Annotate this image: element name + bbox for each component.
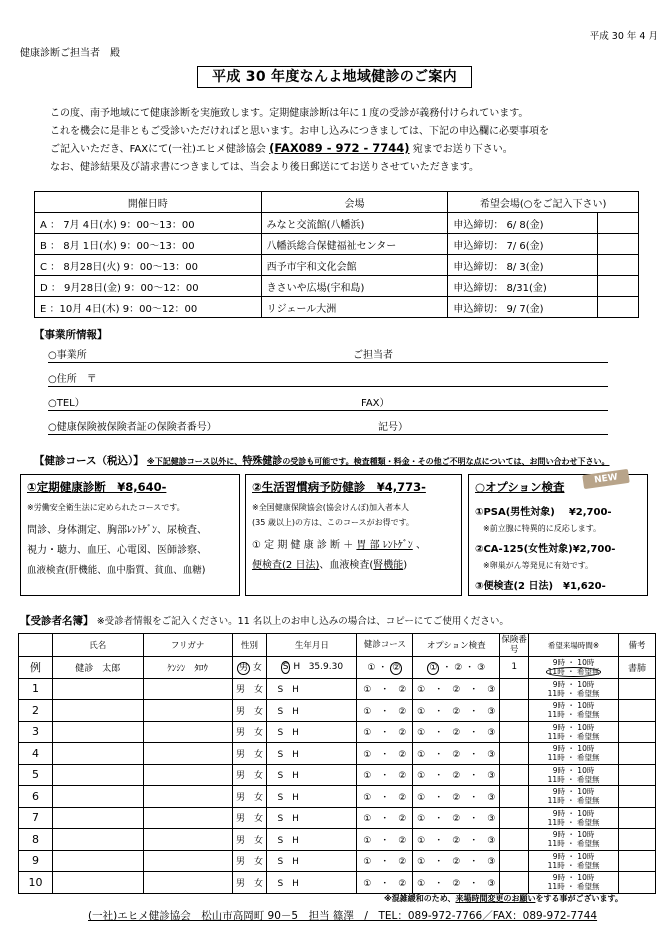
applicant-insurance-input[interactable] bbox=[500, 743, 529, 765]
applicant-kana-input[interactable] bbox=[143, 721, 232, 743]
applicant-options[interactable]: ① ・ ② ・ ③ bbox=[413, 850, 500, 872]
office-heading: 【事業所情報】 bbox=[34, 329, 108, 341]
applicant-kana-input[interactable] bbox=[143, 678, 232, 700]
col-time: 希望来場時間※ bbox=[529, 634, 619, 657]
applicants-table bbox=[18, 633, 656, 894]
applicant-name-input[interactable] bbox=[52, 700, 143, 722]
applicant-name-input[interactable] bbox=[52, 829, 143, 851]
office-symbol-label: 記号） bbox=[378, 422, 408, 433]
venue-row-b bbox=[35, 234, 639, 255]
stomach-xray: 胃 部 ﾚﾝﾄｹﾞﾝ bbox=[356, 540, 413, 551]
office-establishment-label: ○事業所 bbox=[48, 350, 87, 361]
applicant-birthdate[interactable]: S H bbox=[267, 829, 357, 851]
option-sep: ・ bbox=[442, 662, 452, 673]
applicant-birthdate[interactable]: S H bbox=[267, 850, 357, 872]
applicant-kana-input[interactable] bbox=[143, 850, 232, 872]
applicant-gender[interactable]: 男 女 bbox=[232, 678, 267, 700]
venue-header-place: 会場 bbox=[261, 192, 448, 213]
addressee: 健康診断ご担当者 殿 bbox=[20, 48, 120, 59]
time-top: 9時 ・ 10時 bbox=[552, 679, 595, 689]
applicant-course[interactable]: ① ・ ② bbox=[357, 743, 413, 765]
applicant-name-input[interactable] bbox=[52, 721, 143, 743]
time-bottom: 11時 ・ 希望無 bbox=[547, 710, 600, 720]
applicant-insurance-input[interactable] bbox=[500, 872, 529, 894]
applicant-course[interactable]: ① ・ ② bbox=[357, 700, 413, 722]
example-remarks: 書肺 bbox=[618, 657, 655, 679]
venue-row-a bbox=[35, 213, 639, 234]
applicant-remarks-input[interactable] bbox=[618, 721, 655, 743]
row-number: 10 bbox=[19, 872, 53, 894]
applicant-time[interactable] bbox=[529, 678, 619, 700]
time-top: 9時 ・ 10時 bbox=[552, 722, 595, 732]
venue-choice-box[interactable] bbox=[598, 234, 639, 255]
venue-place: みなと交流館(八幡浜) bbox=[261, 213, 448, 234]
applicant-remarks-input[interactable] bbox=[618, 872, 655, 894]
row-label: 例 bbox=[19, 657, 53, 679]
course-heading-row bbox=[34, 452, 610, 468]
course-lifestyle-title: ②生活習慣病予防健診 ¥4,773- bbox=[252, 480, 426, 494]
applicant-options[interactable]: ① ・ ② ・ ③ bbox=[413, 764, 500, 786]
course-2-circled: ② bbox=[392, 662, 401, 673]
applicant-kana-input[interactable] bbox=[143, 764, 232, 786]
course-lifestyle-line-1 bbox=[252, 536, 461, 556]
venue-row-e bbox=[35, 297, 639, 318]
kidney-function: 腎機能 bbox=[373, 560, 404, 571]
time-top: 9時 ・ 10時 bbox=[552, 808, 595, 818]
office-tel-label: ○TEL） bbox=[48, 398, 85, 409]
col-gender: 性別 bbox=[232, 634, 267, 657]
time-top: 9時 ・ 10時 bbox=[552, 787, 595, 797]
course-1: ① bbox=[367, 662, 376, 673]
course-lifestyle-line-2-end: ) bbox=[403, 560, 408, 571]
venue-place: 西予市宇和文化会館 bbox=[261, 255, 448, 276]
course-regular-title: ①定期健康診断 ¥8,640- bbox=[27, 480, 167, 494]
row-number: 1 bbox=[19, 678, 53, 700]
stool-test: 便検査(2 日法) bbox=[252, 560, 320, 571]
time-top: 9時 ・ 10時 bbox=[552, 744, 595, 754]
venue-header-date: 開催日時 bbox=[35, 192, 262, 213]
applicant-remarks-input[interactable] bbox=[618, 764, 655, 786]
applicant-birthdate[interactable]: S H bbox=[267, 678, 357, 700]
time-bottom: 11時 ・ 希望無 bbox=[547, 796, 600, 806]
time-bottom: 11時 ・ 希望無 bbox=[547, 860, 600, 870]
applicant-time[interactable] bbox=[529, 743, 619, 765]
time-top: 9時 ・ 10時 bbox=[552, 765, 595, 775]
course-heading: 【健診コース（税込）】 bbox=[34, 455, 144, 467]
course-regular-box bbox=[20, 474, 240, 596]
applicant-gender[interactable]: 男 女 bbox=[232, 850, 267, 872]
option-psa: ①PSA(男性対象) bbox=[475, 507, 555, 518]
venue-date: C ： 8月28日(火) 9：00～13：00 bbox=[35, 255, 262, 276]
example-course bbox=[357, 657, 413, 679]
applicant-time[interactable] bbox=[529, 850, 619, 872]
intro-text bbox=[50, 105, 660, 176]
applicant-gender[interactable]: 男 女 bbox=[232, 764, 267, 786]
applicant-options[interactable]: ① ・ ② ・ ③ bbox=[413, 743, 500, 765]
applicant-insurance-input[interactable] bbox=[500, 764, 529, 786]
time-top: 9時 ・ 10時 bbox=[552, 701, 595, 711]
row-number: 6 bbox=[19, 786, 53, 808]
gender-male-circled: 男 bbox=[239, 662, 249, 673]
applicant-gender[interactable]: 男 女 bbox=[232, 786, 267, 808]
applicants-heading-row bbox=[20, 613, 509, 628]
course-lifestyle-line-1-pre: ① 定 期 健 康 診 断 ＋ bbox=[252, 540, 357, 551]
col-birthdate: 生年月日 bbox=[267, 634, 357, 657]
course-regular-note: ※労働安全衛生法に定められたコースです。 bbox=[27, 503, 185, 512]
course-options-title: ○オプション検査 bbox=[475, 480, 565, 494]
option-psa-note: ※前立腺に特異的に反応します。 bbox=[483, 524, 602, 533]
bottom-note-pre: ※混雑緩和のため、 bbox=[384, 894, 456, 903]
applicant-gender[interactable]: 男 女 bbox=[232, 700, 267, 722]
applicant-course[interactable]: ① ・ ② bbox=[357, 786, 413, 808]
intro-line-3-post: 宛までお送り下さい。 bbox=[412, 144, 513, 155]
applicant-remarks-input[interactable] bbox=[618, 850, 655, 872]
footer-contact: (一社)エヒメ健診協会 松山市高岡町 90－5 担当 篠澤 / TEL：089-972-7766／FAX：089-972-7744 bbox=[88, 910, 598, 922]
course-regular-line-3: 血液検査(肝機能、血中脂質、貧血、血糖) bbox=[27, 565, 206, 576]
example-time bbox=[529, 657, 619, 679]
applicant-gender[interactable]: 男 女 bbox=[232, 721, 267, 743]
new-badge: NEW bbox=[582, 469, 630, 489]
applicant-remarks-input[interactable] bbox=[618, 678, 655, 700]
applicant-remarks-input[interactable] bbox=[618, 807, 655, 829]
intro-line-2: これを機会に是非ともご受診いただければと思います。お申し込みにつきましては、下記の申込欄に必要事項を bbox=[50, 125, 549, 137]
applicant-course[interactable]: ① ・ ② bbox=[357, 807, 413, 829]
course-sep: ・ bbox=[378, 662, 388, 673]
document-title: 平成 30 年度なんよ地域健診のご案内 bbox=[197, 66, 472, 88]
option-stool: ③便検査(2 日法) ¥1,620- bbox=[475, 581, 606, 592]
applicant-course[interactable]: ① ・ ② bbox=[357, 764, 413, 786]
course-regular-line-2: 視力・聴力、血圧、心電図、医師診察、 bbox=[27, 545, 207, 556]
applicant-name-input[interactable] bbox=[52, 678, 143, 700]
applicant-course[interactable]: ① ・ ② bbox=[357, 829, 413, 851]
applicant-birthdate[interactable]: S H bbox=[267, 786, 357, 808]
applicant-insurance-input[interactable] bbox=[500, 807, 529, 829]
applicant-time[interactable] bbox=[529, 807, 619, 829]
applicants-heading-note: ※受診者情報をご記入ください。11 名以上のお申し込みの場合は、コピーにてご使用ください。 bbox=[96, 616, 509, 627]
table-row bbox=[19, 850, 656, 872]
venue-choice-box[interactable] bbox=[598, 213, 639, 234]
applicant-options[interactable]: ① ・ ② ・ ③ bbox=[413, 807, 500, 829]
example-gender bbox=[232, 657, 267, 679]
applicant-remarks-input[interactable] bbox=[618, 700, 655, 722]
time-top: 9時 ・ 10時 bbox=[552, 830, 595, 840]
applicant-insurance-input[interactable] bbox=[500, 829, 529, 851]
row-number: 4 bbox=[19, 743, 53, 765]
course-options-box bbox=[468, 474, 648, 596]
row-number: 5 bbox=[19, 764, 53, 786]
example-kana: ｹﾝｼﾝ ﾀﾛｳ bbox=[143, 657, 232, 679]
table-row-example bbox=[19, 657, 656, 679]
applicant-gender[interactable]: 男 女 bbox=[232, 829, 267, 851]
applicant-birthdate[interactable]: S H bbox=[267, 807, 357, 829]
applicant-insurance-input[interactable] bbox=[500, 721, 529, 743]
option-3: ③ bbox=[477, 662, 486, 673]
applicant-gender[interactable]: 男 女 bbox=[232, 807, 267, 829]
applicant-remarks-input[interactable] bbox=[618, 786, 655, 808]
applicant-options[interactable]: ① ・ ② ・ ③ bbox=[413, 678, 500, 700]
option-ca125: ②CA-125(女性対象)¥2,700- bbox=[475, 544, 616, 555]
time-bottom: 11時 ・ 希望無 bbox=[547, 817, 600, 827]
birth-value: 35.9.30 bbox=[308, 661, 344, 672]
applicant-course[interactable]: ① ・ ② bbox=[357, 678, 413, 700]
venue-deadline: 申込締切： 8/ 3(金) bbox=[448, 255, 598, 276]
venue-choice-box[interactable] bbox=[598, 276, 639, 297]
applicant-insurance-input[interactable] bbox=[500, 700, 529, 722]
applicant-options[interactable]: ① ・ ② ・ ③ bbox=[413, 829, 500, 851]
applicant-name-input[interactable] bbox=[52, 786, 143, 808]
era-s-circled: S bbox=[282, 661, 289, 672]
document-date: 平成 30 年 4 月 bbox=[589, 31, 658, 42]
example-insurance: 1 bbox=[500, 657, 529, 679]
applicant-name-input[interactable] bbox=[52, 850, 143, 872]
course-lifestyle-line-2 bbox=[252, 556, 461, 576]
venue-deadline: 申込締切： 9/ 7(金) bbox=[448, 297, 598, 318]
course-regular-line-1: 問診、身体測定、胸部ﾚﾝﾄｹﾞﾝ、尿検査、 bbox=[27, 525, 207, 536]
office-contact-label: ご担当者 bbox=[353, 350, 393, 361]
time-top: 9時 ・ 10時 bbox=[552, 851, 595, 861]
intro-line-3 bbox=[50, 140, 660, 159]
office-insurance-line[interactable] bbox=[48, 418, 608, 435]
course-lifestyle-line-1-post: 、 bbox=[412, 540, 426, 551]
applicant-name-input[interactable] bbox=[52, 807, 143, 829]
col-remarks: 備考 bbox=[618, 634, 655, 657]
special-checkup: 特殊健診 bbox=[242, 456, 283, 467]
applicant-options[interactable]: ① ・ ② ・ ③ bbox=[413, 700, 500, 722]
time-bottom: 11時 ・ 希望無 bbox=[547, 774, 600, 784]
applicant-course[interactable]: ① ・ ② bbox=[357, 872, 413, 894]
applicant-kana-input[interactable] bbox=[143, 700, 232, 722]
applicant-time[interactable] bbox=[529, 829, 619, 851]
applicants-heading: 【受診者名簿】 bbox=[20, 615, 94, 627]
row-number: 9 bbox=[19, 850, 53, 872]
applicant-gender[interactable]: 男 女 bbox=[232, 743, 267, 765]
course-note-pre: ※下記健診コース以外に、 bbox=[146, 457, 243, 466]
option-ca125-note: ※卵巣がん等発見に有効です。 bbox=[483, 561, 594, 570]
venue-deadline: 申込締切： 6/ 8(金) bbox=[448, 213, 598, 234]
option-1-circled: ① bbox=[429, 662, 438, 673]
applicant-insurance-input[interactable] bbox=[500, 678, 529, 700]
time-top: 9時 ・ 10時 bbox=[552, 657, 595, 667]
venue-choice-box[interactable] bbox=[598, 255, 639, 276]
applicant-options[interactable]: ① ・ ② ・ ③ bbox=[413, 721, 500, 743]
time-bottom: 11時 ・ 希望無 bbox=[547, 731, 600, 741]
row-number: 8 bbox=[19, 829, 53, 851]
col-kana: フリガナ bbox=[143, 634, 232, 657]
time-bottom: 11時 ・ 希望無 bbox=[547, 882, 600, 892]
bottom-note bbox=[384, 893, 623, 904]
venue-date: B ： 8月 1日(水) 9：00～13：00 bbox=[35, 234, 262, 255]
table-row bbox=[19, 807, 656, 829]
venue-date: E ：10月 4日(木) 9：00～12：00 bbox=[35, 297, 262, 318]
time-bottom: 11時 ・ 希望無 bbox=[547, 839, 600, 849]
table-row bbox=[19, 786, 656, 808]
row-number: 2 bbox=[19, 700, 53, 722]
venue-place: 八幡浜総合保健福祉センター bbox=[261, 234, 448, 255]
office-address-line[interactable] bbox=[48, 370, 608, 387]
option-psa-row bbox=[475, 503, 647, 518]
applicant-kana-input[interactable] bbox=[143, 872, 232, 894]
venue-header-choice: 希望会場(○をご記入下さい) bbox=[448, 192, 639, 213]
applicant-time[interactable] bbox=[529, 786, 619, 808]
venue-deadline: 申込締切： 7/ 6(金) bbox=[448, 234, 598, 255]
applicant-remarks-input[interactable] bbox=[618, 743, 655, 765]
applicant-birthdate[interactable]: S H bbox=[267, 764, 357, 786]
table-row bbox=[19, 829, 656, 851]
intro-line-3-pre: ご記入いただき、FAXにて(一社)エヒメ健診協会 bbox=[50, 144, 266, 155]
time-bottom-circled: 11時 ・ 希望無 bbox=[547, 666, 600, 676]
applicant-time[interactable] bbox=[529, 764, 619, 786]
venue-place: きさいや広場(宇和島) bbox=[261, 276, 448, 297]
fax-number: (FAX089 - 972 - 7744) bbox=[269, 141, 410, 155]
table-row bbox=[19, 700, 656, 722]
office-establishment-line[interactable] bbox=[48, 346, 608, 363]
applicant-birthdate[interactable]: S H bbox=[267, 743, 357, 765]
row-number: 7 bbox=[19, 807, 53, 829]
office-fax-label: FAX） bbox=[361, 398, 390, 409]
venue-row-c bbox=[35, 255, 639, 276]
option-2: ② bbox=[454, 662, 463, 673]
course-lifestyle-note-2: (35 歳以上)の方は、このコースがお得です。 bbox=[252, 518, 414, 527]
applicant-insurance-input[interactable] bbox=[500, 786, 529, 808]
applicant-name-input[interactable] bbox=[52, 743, 143, 765]
table-row bbox=[19, 721, 656, 743]
example-name: 健診 太郎 bbox=[52, 657, 143, 679]
applicant-kana-input[interactable] bbox=[143, 807, 232, 829]
applicant-time[interactable] bbox=[529, 872, 619, 894]
table-row bbox=[19, 743, 656, 765]
applicant-remarks-input[interactable] bbox=[618, 829, 655, 851]
office-insurance-label: ○健康保険被保険者証の保険者番号） bbox=[48, 422, 217, 433]
col-name: 氏名 bbox=[52, 634, 143, 657]
applicant-name-input[interactable] bbox=[52, 872, 143, 894]
course-lifestyle-note-1: ※全国健康保険協会(協会けんぽ)加入者本人 bbox=[252, 503, 409, 512]
venue-row-d bbox=[35, 276, 639, 297]
applicant-birthdate[interactable]: S H bbox=[267, 700, 357, 722]
course-lifestyle-box bbox=[245, 474, 462, 596]
bottom-note-post: をする事がございます。 bbox=[535, 894, 623, 903]
applicant-insurance-input[interactable] bbox=[500, 850, 529, 872]
time-bottom: 11時 ・ 希望無 bbox=[547, 688, 600, 698]
applicant-time[interactable] bbox=[529, 700, 619, 722]
applicant-kana-input[interactable] bbox=[143, 743, 232, 765]
row-number: 3 bbox=[19, 721, 53, 743]
applicant-kana-input[interactable] bbox=[143, 786, 232, 808]
col-number bbox=[19, 634, 53, 657]
table-row bbox=[19, 872, 656, 894]
example-options bbox=[413, 657, 500, 679]
course-note bbox=[147, 457, 610, 466]
applicant-gender[interactable]: 男 女 bbox=[232, 872, 267, 894]
intro-line-4: なお、健診結果及び請求書につきましては、当会より後日郵送にてお送りさせていただきます。 bbox=[50, 161, 479, 173]
blood-test: 、血液検査( bbox=[319, 560, 374, 571]
applicant-course[interactable]: ① ・ ② bbox=[357, 850, 413, 872]
option-psa-price: ¥2,700- bbox=[568, 507, 612, 518]
applicant-time[interactable] bbox=[529, 721, 619, 743]
venue-place: リジェール大洲 bbox=[261, 297, 448, 318]
venue-deadline: 申込締切： 8/31(金) bbox=[448, 276, 598, 297]
venue-choice-box[interactable] bbox=[598, 297, 639, 318]
col-insurance: 保険番号 bbox=[501, 635, 527, 655]
applicant-birthdate[interactable]: S H bbox=[267, 721, 357, 743]
applicant-birthdate[interactable]: S H bbox=[267, 872, 357, 894]
course-note-post: の受診も可能です。検査種類・料金・その他ご不明な点については、お問い合わせ下さい。 bbox=[282, 457, 610, 466]
applicant-course[interactable]: ① ・ ② bbox=[357, 721, 413, 743]
applicant-name-input[interactable] bbox=[52, 764, 143, 786]
intro-line-1: この度、南予地域にて健康診断を実施致します。定期健康診断は年に１度の受診が義務付けられています。 bbox=[50, 108, 529, 119]
venue-table bbox=[34, 191, 639, 318]
office-address-label: ○住所 〒 bbox=[48, 374, 97, 385]
example-birthdate bbox=[267, 657, 357, 679]
office-tel-line[interactable] bbox=[48, 394, 608, 411]
bottom-note-under: 来場時間変更のお願い bbox=[455, 894, 536, 903]
era-h: H bbox=[293, 661, 301, 672]
table-row bbox=[19, 678, 656, 700]
applicant-options[interactable]: ① ・ ② ・ ③ bbox=[413, 872, 500, 894]
applicant-kana-input[interactable] bbox=[143, 829, 232, 851]
applicant-options[interactable]: ① ・ ② ・ ③ bbox=[413, 786, 500, 808]
gender-female: 女 bbox=[252, 662, 262, 673]
table-row bbox=[19, 764, 656, 786]
venue-date: D ： 9月28日(金) 9：00～12：00 bbox=[35, 276, 262, 297]
col-course: 健診コース bbox=[357, 634, 413, 657]
time-bottom: 11時 ・ 希望無 bbox=[547, 753, 600, 763]
option-sep: ・ bbox=[465, 662, 475, 673]
col-options: オプション検査 bbox=[413, 634, 500, 657]
time-top: 9時 ・ 10時 bbox=[552, 873, 595, 883]
venue-date: A ： 7月 4日(水) 9：00～13：00 bbox=[35, 213, 262, 234]
